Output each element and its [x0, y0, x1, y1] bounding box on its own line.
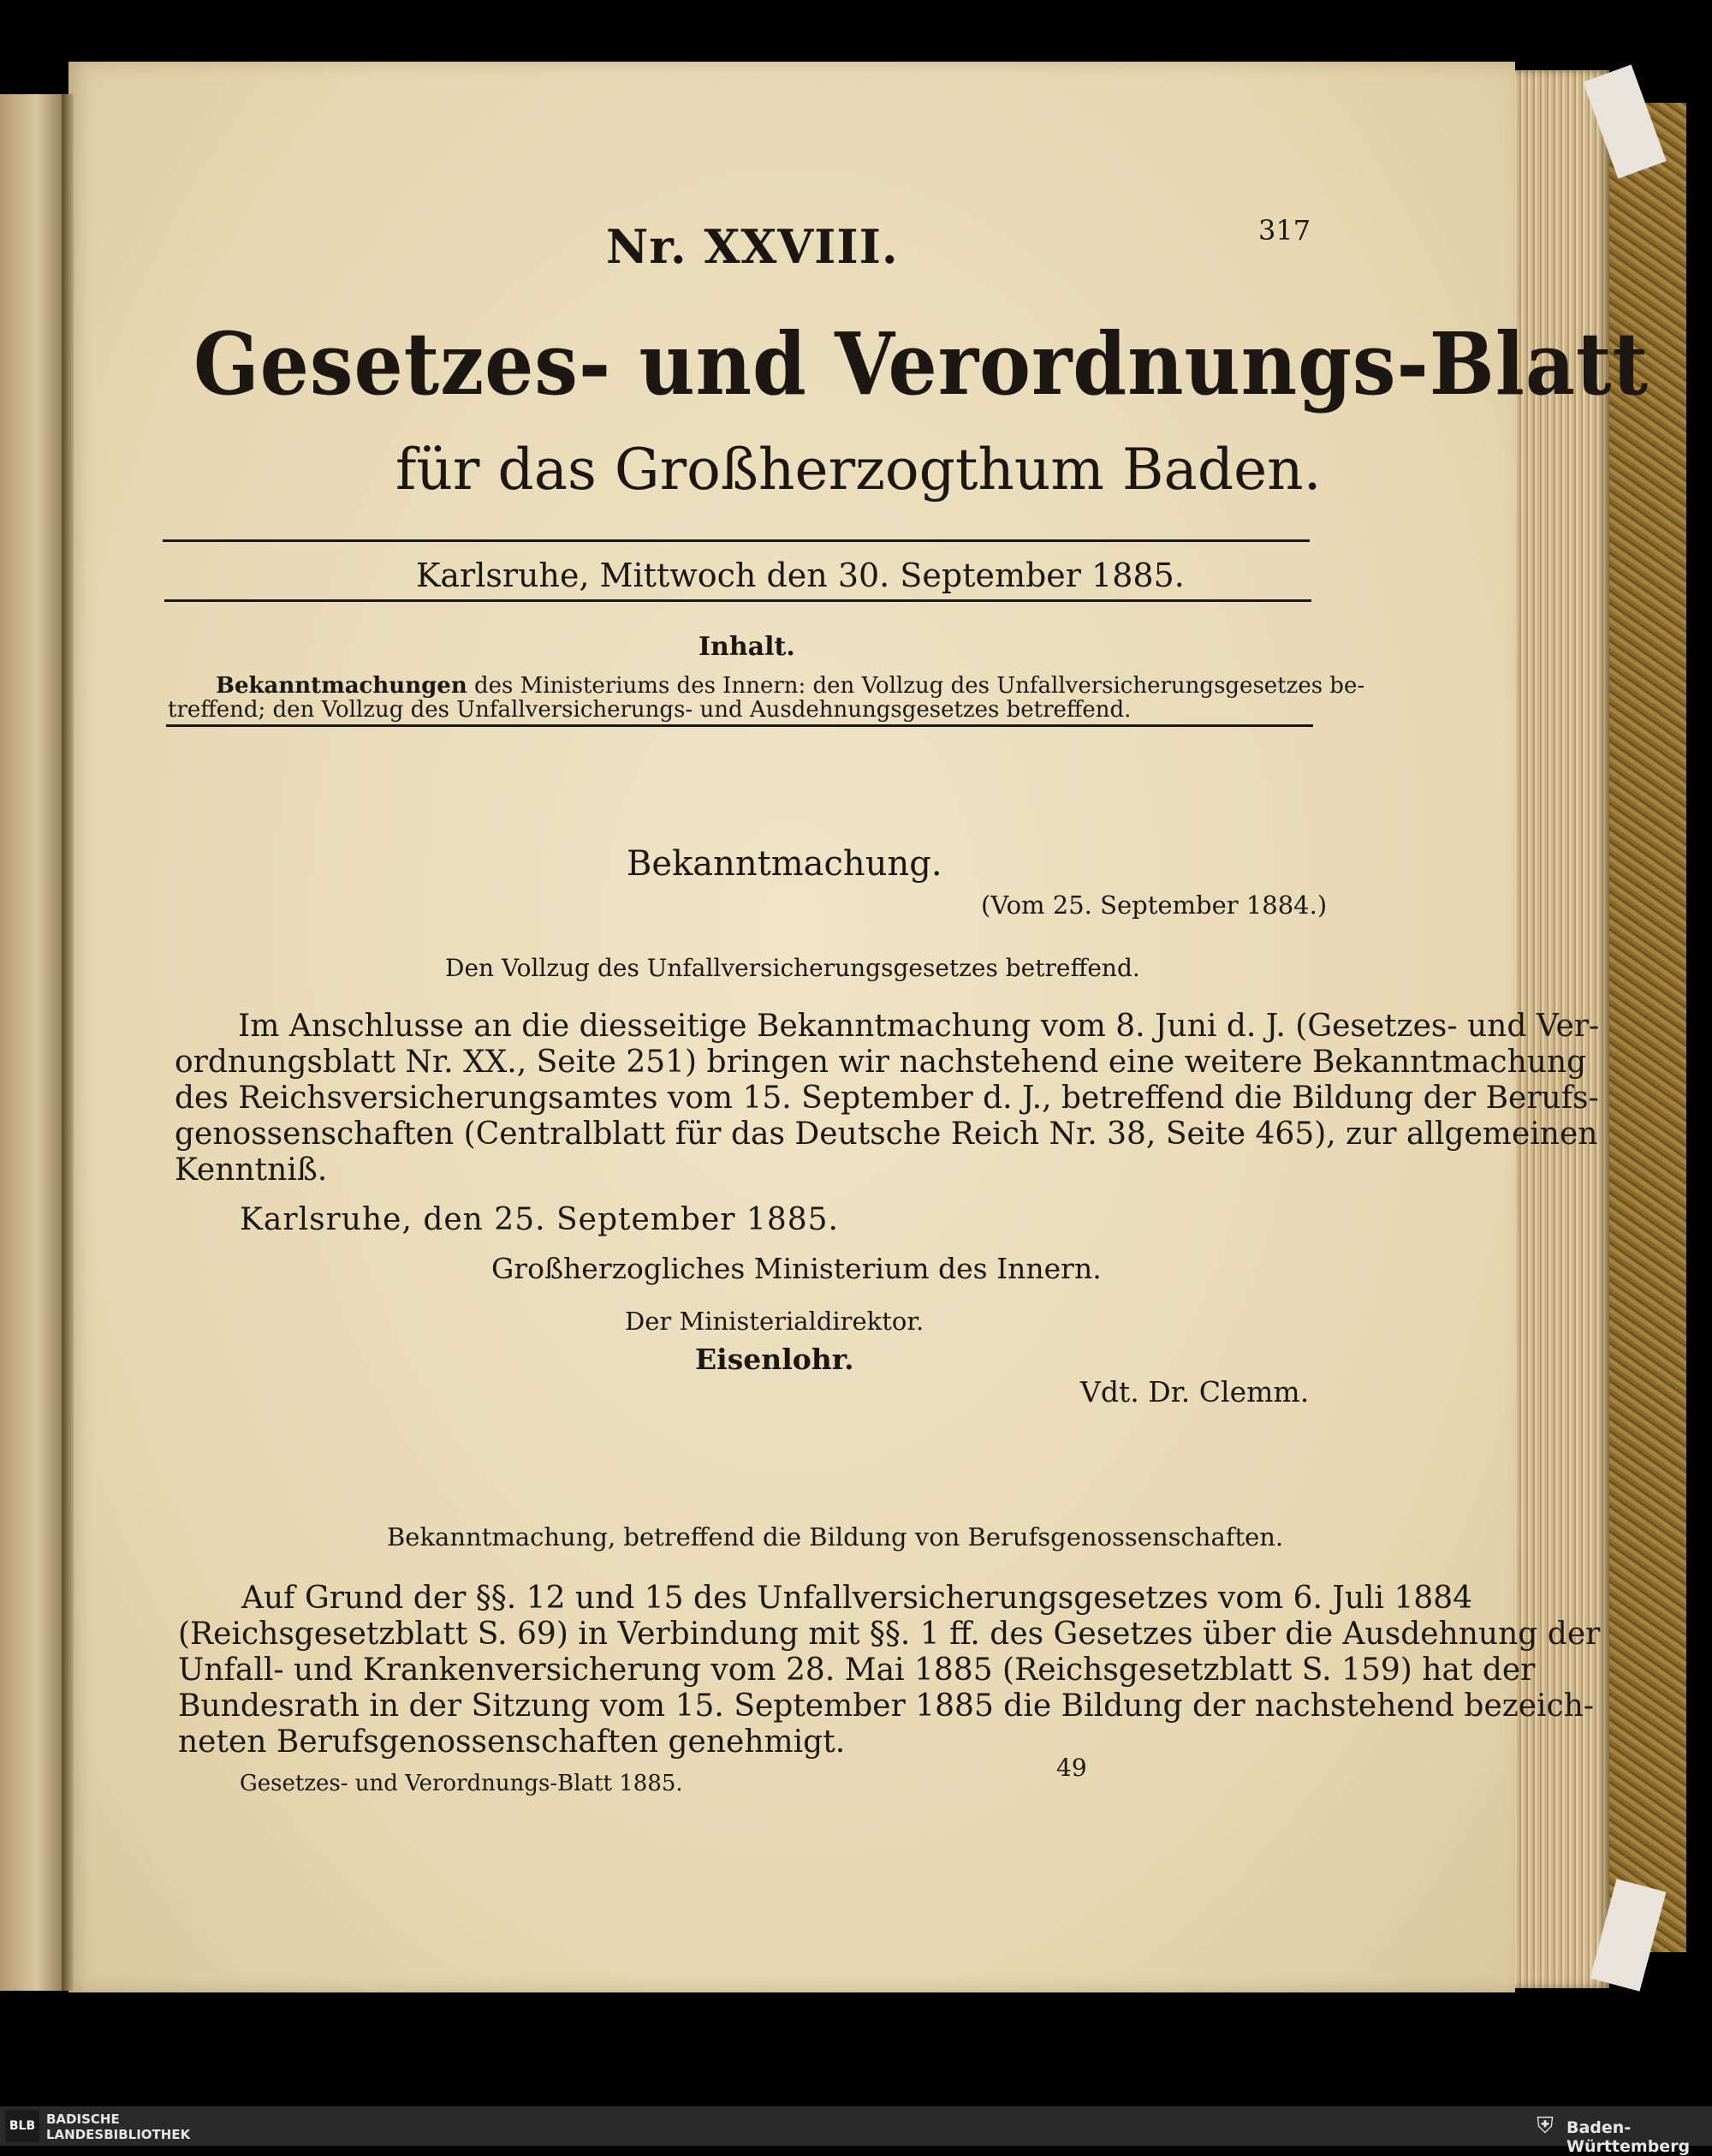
notice-1-director-title: Der Ministerialdirektor.: [625, 1307, 924, 1336]
left-page-edge: [0, 94, 67, 1991]
footer-publication: Gesetzes- und Verordnungs-Blatt 1885.: [240, 1771, 683, 1796]
issue-number: Nr. XXVIII.: [606, 219, 899, 274]
library-name-line-2: LANDESBIBLIOTHEK: [46, 2127, 191, 2142]
notice-2-heading: Bekanntmachung, betreffend die Bildung von Berufsgenossenschaften.: [387, 1522, 1284, 1551]
contents-title: Inhalt.: [698, 632, 795, 662]
masthead-subtitle: für das Großherzogthum Baden.: [395, 437, 1322, 503]
coat-of-arms-icon: ⛨: [1537, 2113, 1554, 2139]
notice-1-body-line: ordnungsblatt Nr. XX., Seite 251) bringen wir nachstehend eine weitere Bekanntmachung: [175, 1045, 1587, 1080]
rule-contents: [166, 724, 1313, 727]
blb-logo-icon[interactable]: BLB: [5, 2110, 39, 2142]
notice-1-ministry: Großherzogliches Ministerium des Innern.: [491, 1252, 1102, 1285]
library-name-line-1: BADISCHE: [46, 2111, 120, 2127]
notice-1-body-line: genossenschaften (Centralblatt für das Deutsche Reich Nr. 38, Seite 465), zur allgemeinen: [175, 1117, 1598, 1152]
contents-line-2: treffend; den Vollzug des Unfallversicherungs- und Ausdehnungsgesetzes betreffend.: [168, 697, 1132, 723]
notice-2-body-line: (Reichsgesetzblatt S. 69) in Verbindung mit §§. 1 ff. des Gesetzes über die Ausdehnung der: [178, 1617, 1601, 1652]
page-gutter: [62, 94, 74, 1991]
page-number: 317: [1258, 214, 1311, 247]
notice-2-body-line: Auf Grund der §§. 12 und 15 des Unfallversicherungsgesetzes vom 6. Juli 1884: [241, 1581, 1473, 1616]
footer-sheet-number: 49: [1056, 1754, 1087, 1782]
notice-1-countersign: Vdt. Dr. Clemm.: [1080, 1375, 1310, 1409]
notice-2-body-line: neten Berufsgenossenschaften genehmigt.: [178, 1724, 846, 1760]
rule-dateline: [164, 599, 1311, 602]
notice-1-date: (Vom 25. September 1884.): [981, 890, 1328, 920]
notice-1-place-date: Karlsruhe, den 25. September 1885.: [240, 1202, 839, 1237]
contents-line-1: [216, 673, 1364, 699]
notice-1-body-line: des Reichsversicherungsamtes vom 15. September d. J., betreffend die Bildung der Berufs-: [175, 1081, 1599, 1116]
rule-top: [163, 539, 1310, 542]
contents-line-1-rest: des Ministeriums des Innern: den Vollzug des Unfallversicherungsgesetzes be-: [467, 673, 1365, 699]
dateline: Karlsruhe, Mittwoch den 30. September 1885.: [416, 557, 1185, 594]
notice-2-body-line: Unfall- und Krankenversicherung vom 28. Mai 1885 (Reichsgesetzblatt S. 159) hat der: [178, 1653, 1536, 1688]
notice-2-body-line: Bundesrath in der Sitzung vom 15. September 1885 die Bildung der nachstehend bezeich-: [178, 1688, 1595, 1724]
contents-keyword: Bekanntmachungen: [216, 673, 467, 699]
masthead-title: Gesetzes- und Verordnungs-Blatt: [193, 313, 1649, 414]
notice-1-body-line: Kenntniß.: [175, 1152, 328, 1188]
notice-1-director-name: Eisenlohr.: [695, 1343, 854, 1376]
notice-1-body-line: Im Anschlusse an die diesseitige Bekanntmachung vom 8. Juni d. J. (Gesetzes- und Ver-: [238, 1009, 1600, 1044]
notice-1-heading: Bekanntmachung.: [627, 844, 942, 884]
notice-1-subject: Den Vollzug des Unfallversicherungsgesetzes betreffend.: [445, 954, 1140, 982]
state-label[interactable]: Baden-Württemberg: [1566, 2118, 1691, 2156]
viewer-bottom-bar: [0, 2106, 1712, 2146]
